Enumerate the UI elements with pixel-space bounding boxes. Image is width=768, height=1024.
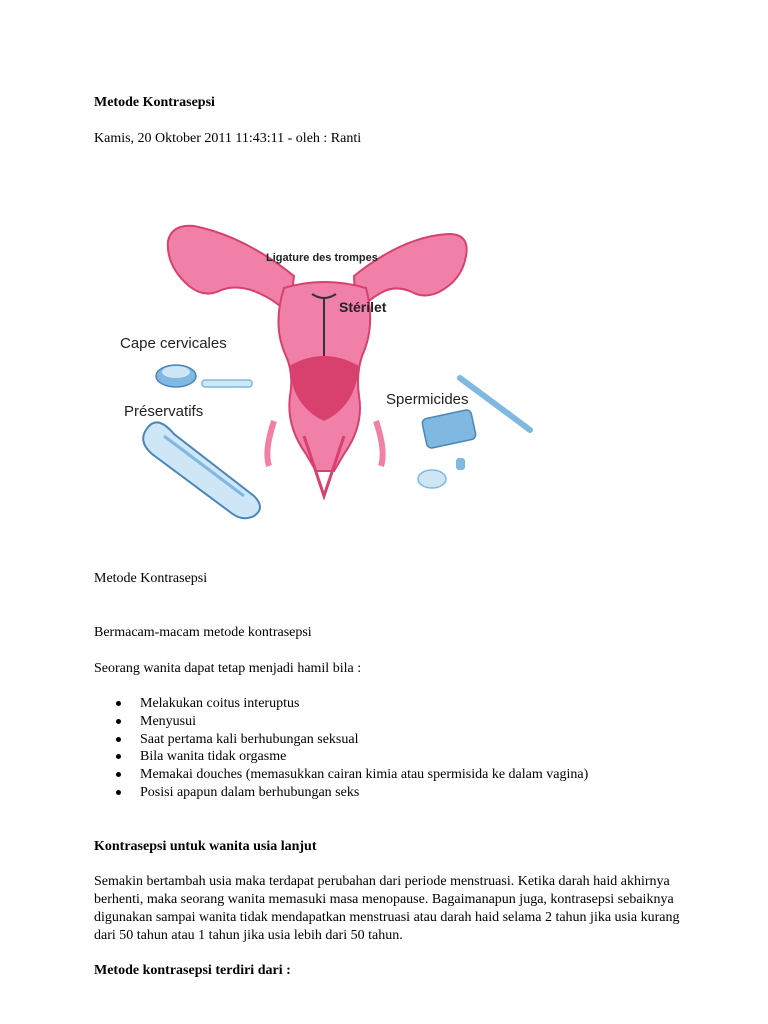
contraception-illustration: [94, 196, 554, 548]
label-preservatifs: Préservatifs: [124, 403, 204, 420]
list-item: Menyusui: [140, 713, 760, 731]
list-item: Posisi apapun dalam berhubungan seks: [140, 784, 760, 802]
label-spermicides: Spermicides: [386, 391, 469, 408]
bullet-list: [94, 695, 760, 802]
label-ligature: Ligature des trompes: [266, 252, 378, 264]
label-sterilet: Stérilet: [339, 299, 387, 315]
label-cape-cervicales: Cape cervicales: [120, 335, 227, 352]
post-meta: Kamis, 20 Oktober 2011 11:43:11 - oleh : Ranti: [94, 131, 362, 146]
section-heading: Kontrasepsi untuk wanita usia lanjut: [94, 839, 317, 854]
condom-drawing: [143, 422, 260, 518]
list-item: Bila wanita tidak orgasme: [140, 748, 760, 766]
cervical-cap-drawing: [156, 365, 252, 387]
intro-text: Bermacam-macam metode kontrasepsi: [94, 625, 312, 640]
list-item: Saat pertama kali berhubungan seksual: [140, 731, 760, 749]
list-item: Memakai douches (memasukkan cairan kimia atau spermisida ke dalam vagina): [140, 766, 760, 784]
next-section-heading: Metode kontrasepsi terdiri dari :: [94, 963, 291, 978]
lead-text: Seorang wanita dapat tetap menjadi hamil bila :: [94, 661, 362, 676]
list-item: Melakukan coitus interuptus: [140, 695, 760, 713]
uterus-drawing: [168, 226, 467, 496]
body-paragraph: Semakin bertambah usia maka terdapat perubahan dari periode menstruasi. Ketika darah haid akhirnya berhenti, maka seorang wanita memasuki masa menopause. Bagaimanapun juga, kontrasepsi sebaiknya digunakan sampai wanita tidak mendapatkan menstruasi atau darah haid selama 2 tahun jika usia kurang dari 50 tahun atau 1 tahun jika usia lebih dari 50 tahun.: [94, 874, 680, 943]
section-subtitle: Metode Kontrasepsi: [94, 571, 208, 586]
document-title: Metode Kontrasepsi: [94, 95, 215, 110]
